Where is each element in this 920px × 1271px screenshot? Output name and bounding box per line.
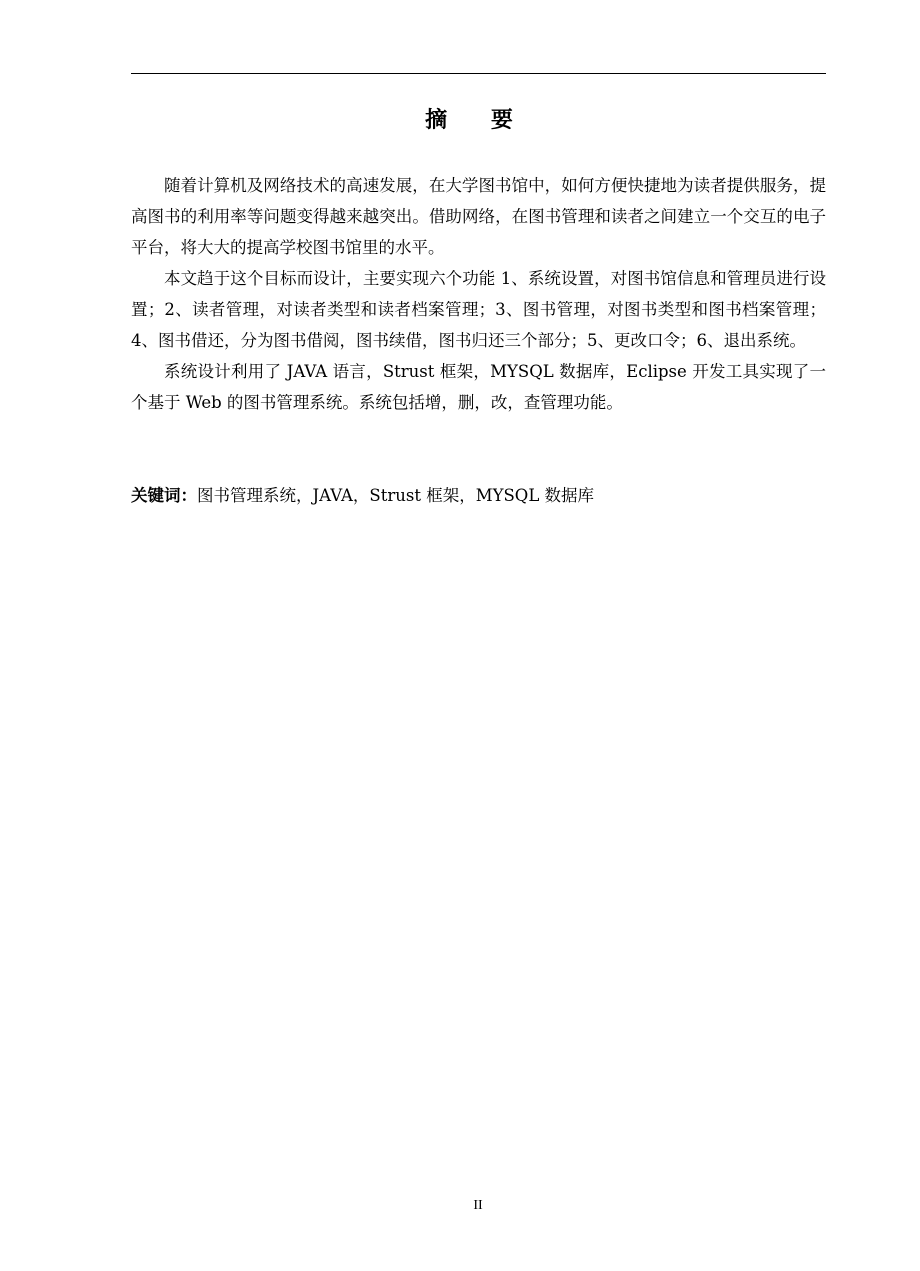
page-number: II [473, 1198, 483, 1213]
keywords-line [131, 480, 826, 511]
keywords-value: 图书管理系统，JAVA，Strust 框架，MYSQL 数据库 [197, 486, 595, 505]
abstract-paragraph-3: 系统设计利用了 JAVA 语言，Strust 框架，MYSQL 数据库，Eclipse 开发工具实现了一个基于 Web 的图书管理系统。系统包括增，删，改，查管理功能。 [131, 362, 826, 412]
abstract-paragraph-2: 本文趋于这个目标而设计，主要实现六个功能 1、系统设置，对图书馆信息和管理员进行设置；2、读者管理，对读者类型和读者档案管理；3、图书管理，对图书类型和图书档案管理；4、图书借还，分为图书借阅，图书续借，图书归还三个部分；5、更改口令；6、退出系统。 [131, 269, 826, 350]
page-title: 摘 要 [425, 108, 531, 133]
keywords-label: 关键词： [131, 486, 197, 505]
abstract-body [131, 170, 826, 418]
header-rule [131, 73, 826, 74]
abstract-paragraph-1: 随着计算机及网络技术的高速发展，在大学图书馆中，如何方便快捷地为读者提供服务，提高图书的利用率等问题变得越来越突出。借助网络，在图书管理和读者之间建立一个交互的电子平台，将大大的提高学校图书馆里的水平。 [131, 176, 826, 257]
